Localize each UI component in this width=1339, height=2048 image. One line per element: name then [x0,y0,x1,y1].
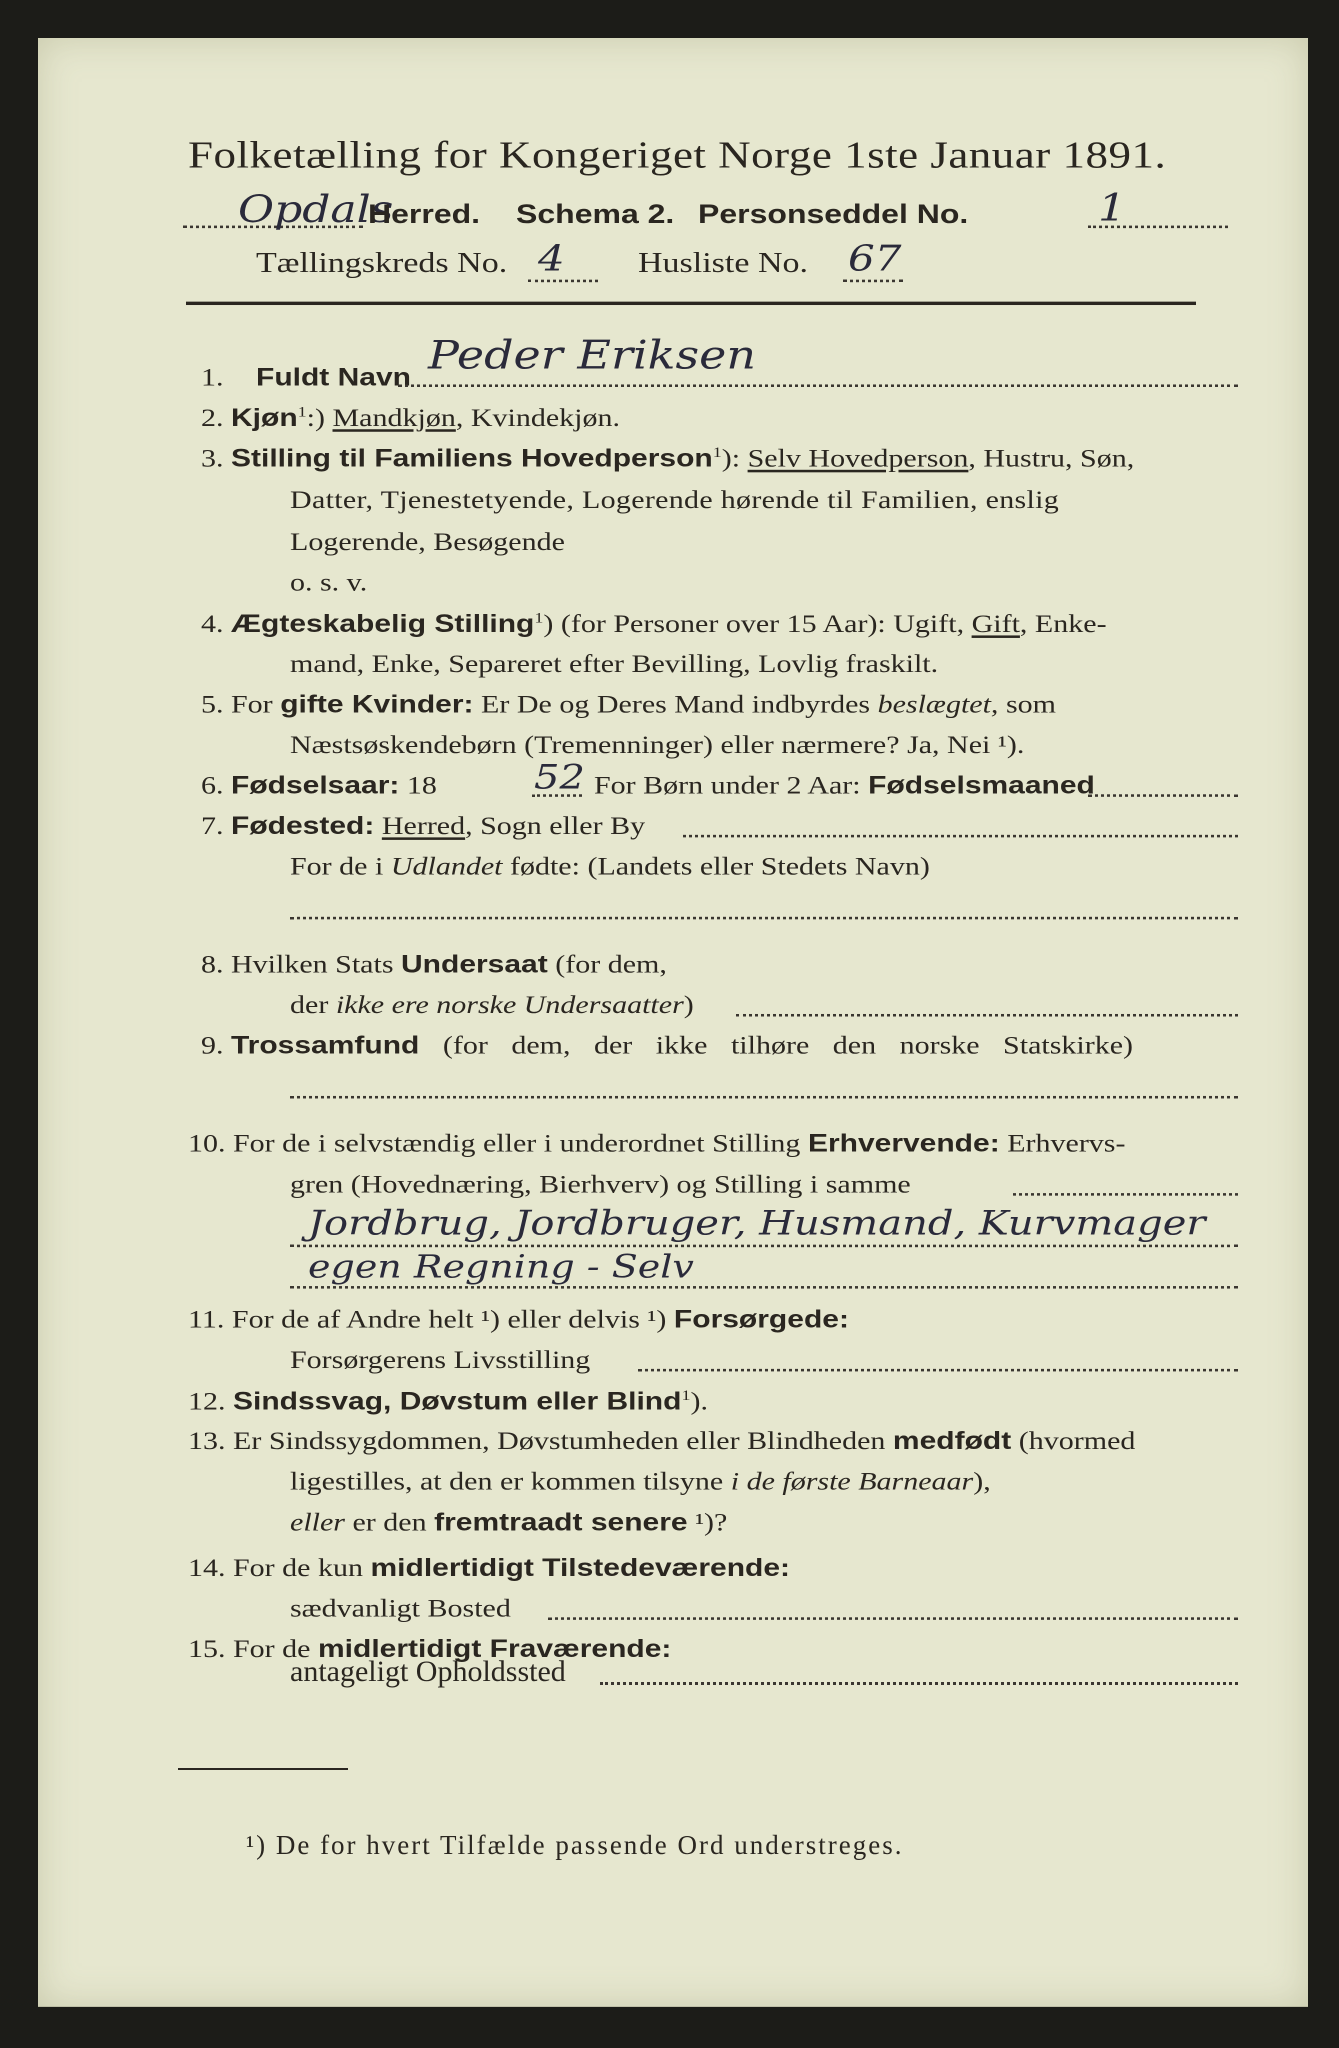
q3-line3: Logerende, Besøgende [290,528,565,556]
herred-label: Herred. [368,198,481,229]
personseddel-label: Personseddel No. [698,198,969,229]
q11-line1-a: For de af Andre helt ¹) eller delvis ¹) [231,1305,674,1334]
q10-label: Erhvervende: [807,1129,1000,1158]
husliste-handwritten: 67 [848,237,902,279]
q15-label: midlertidigt Fraværende: [318,1635,672,1663]
q6-label2: Fødselsmaaned [868,771,1095,800]
header-rule [186,302,1196,305]
q11-fill-line [638,1369,1238,1372]
q5-line1-b: som [998,690,1056,719]
q10-line1-b: Erhvervs- [999,1129,1126,1158]
q4-line2: mand, Enke, Separeret efter Bevilling, Lovlig fraskilt. [290,649,939,678]
q3-line2: Datter, Tjenestetyende, Logerende hørende til Familien, enslig [290,485,1060,514]
q1-label: Fuldt Navn [256,363,411,392]
schema-label: Schema 2. [516,198,675,229]
q15-line1-a: For de [233,1635,318,1663]
q9-rest: (for dem, der ikke tilhøre den norske Statskirke) [419,1031,1134,1060]
q5-italic: beslægtet, [877,690,999,719]
husliste-fill-line [843,280,903,283]
q15-number: 15. [188,1635,226,1663]
husliste-label: Husliste No. [638,247,808,279]
q3-line4: o. s. v. [290,568,368,597]
q10-line1-a: For de i selvstændig eller i underordnet Stilling [233,1129,808,1158]
herred-handwritten: Opdals [238,188,394,232]
q7-number: 7. [201,812,224,840]
q6-number: 6. [201,771,224,800]
q10-number: 10. [188,1129,226,1158]
q3-option-selv-hovedperson: Selv Hovedperson [747,444,969,473]
q4-number: 4. [201,610,224,638]
q7-label: Fødested: [231,812,375,840]
q14-fill-line [548,1617,1238,1620]
q9-label: Trossamfund [231,1031,420,1060]
q13-label3: fremtraadt senere [434,1508,688,1537]
q12-number: 12. [188,1387,226,1416]
q13-line3-b: ¹)? [687,1508,728,1537]
kreds-fill-line [528,280,598,283]
q13-number: 13. [188,1427,226,1456]
q13-label: medfødt [892,1427,1012,1456]
q13-line3-italic: eller [290,1508,345,1537]
q13-line1-b: (hvormed [1011,1427,1136,1456]
q15-line2: antageligt Opholdssted [290,1655,566,1688]
q2-label: Kjøn [231,403,298,432]
q13-line2-b: ), [973,1467,991,1496]
q4-line1-a: ) (for Personer over 15 Aar): Ugift, [543,610,972,638]
q8-line2-italic: ikke ere norske Undersaatter [335,991,684,1020]
q2-option-kvindekjon: , Kvindekjøn. [455,403,620,432]
q7-line2-italic: Udlandet [390,852,503,881]
q14-label: midlertidigt Tilstedeværende: [370,1553,791,1582]
q9-fill-line [290,1096,1238,1099]
q9-number: 9. [201,1031,224,1060]
q10-fill-line-3 [290,1286,1238,1289]
q3-footnote-mark: 1 [712,443,722,461]
q8-number: 8. [201,950,224,979]
q3-line1-rest: , Hustru, Søn, [968,444,1135,473]
q2-footnote-mark: 1 [297,403,307,420]
footnote-text: ¹) De for hvert Tilfælde passende Ord understreges. [246,1830,904,1860]
q3-colon: : [731,444,741,473]
q6-year-handwritten: 52 [534,757,585,797]
q10-fill-line-1 [1013,1193,1238,1196]
q13-line3-a: er den [344,1508,435,1537]
q2-number: 2. [201,403,224,432]
q8-fill-line [736,1014,1238,1017]
q14-number: 14. [188,1553,226,1582]
q7-foreign-fill-line [290,917,1238,920]
q1-answer-handwritten: Peder Eriksen [428,332,756,378]
q8-line1-a: Hvilken Stats [231,950,401,979]
q5-label: gifte Kvinder: [280,690,474,719]
q10-answer-handwritten-2: egen Regning - Selv [308,1248,694,1286]
q12-label: Sindssvag, Døvstum eller Blind [233,1387,682,1416]
q13-line2-italic: i de første Barneaar [730,1467,974,1496]
q4-footnote-mark: 1 [534,609,544,627]
q14-line2: sædvanligt Bosted [290,1594,511,1623]
q8-line1-b: (for dem, [547,950,667,979]
q1-number: 1. [201,363,224,392]
q2-colon: : [306,403,315,432]
q5-line2: Næstsøskendebørn (Tremenninger) eller nærmere? Ja, Nei ¹). [290,730,1025,759]
q2-option-mandkjon: Mandkjøn [332,403,456,432]
q4-line1-b: , Enke- [1019,610,1107,638]
q15-fill-line [600,1682,1238,1685]
q6-month-fill-line [1088,794,1238,797]
form-title: Folketælling for Kongeriget Norge 1ste Januar 1891. [188,133,1167,176]
q10-answer-handwritten-1: Jordbrug, Jordbruger, Husmand, Kurvmager [308,1204,1206,1243]
kreds-handwritten: 4 [538,237,565,279]
q12-rest: ). [690,1387,708,1416]
q7-line2-b: fødte: (Landets eller Stedets Navn) [502,852,930,881]
q3-number: 3. [201,444,224,473]
q13-line1-a: Er Sindssygdommen, Døvstumheden eller Blindheden [233,1427,893,1456]
q6-mid: For Børn under 2 Aar: [594,771,869,800]
q10-line2: gren (Hovednæring, Bierhverv) og Stilling i samme [290,1170,911,1199]
q14-line1-a: For de kun [233,1553,371,1582]
census-form-sheet: Folketælling for Kongeriget Norge 1ste Januar 1891. Opdals Herred. Schema 2. Personseddel No. 1 Tællingskreds No. 4 Husliste No. 67 1. Fuldt Navn Peder Eriksen 2. Kjøn$^1$:) Mandkjøn, Kvindekjøn. 3. Stilling til Familiens Hovedperson$^1$): Selv Hovedperson, Hustru, Søn, Datter, Tjenestetyende, Logerende hørende til Familien, enslig Logerende, Besøgende o. s. v. 4. Ægteskabelig Stilling$^1$) (for Personer over 15 Aar): Ugift, Gift, Enke- mand, Enke, Separeret efter Bevilling, Lovlig fraskilt. 5. For gifte Kvinder: Er De og Deres Mand indbyrdes beslægtet, som Næstsøskendebørn (Tremenninger) eller nærmere? Ja, Nei ¹). 6. Fødselsaar: 18 52 For Børn under 2 Aar: Fødselsmaaned 7. Fødested: Herred, Sogn eller By For de i Udlandet fødte: (Landets eller Stedets Navn) 8. Hvilken Stats Undersaat (for dem, der ikke ere norske Undersaatter) 9. Trossamfund (for dem, der ikke tilhøre den norske Statskirke) 10. For de i selvstændig eller i underordnet Stilling Erhvervende: Erhvervs- gren (Hovednæring, Bierhverv) og Stilling i samme Jordbrug, Jordbruger, Husmand, Kurvmager egen Regning - Selv 11. For de af Andre helt ¹) eller delvis ¹) Forsørgede: Forsørgerens Livsstilling 12. Sindssvag, Døvstum eller Blind$^1$). 13. Er Sindssygdommen, Døvstumheden eller Blindheden medfødt (hvormed ligestilles, at den er kommen tilsyne i de første Barneaar), eller er den fremtraadt senere ¹)? 14. For de kun midlertidigt Tilstedeværende: sædvanligt Bosted 15. For de midlertidigt Fraværende: [38,38,1308,2007]
personseddel-fill-line [1088,226,1228,229]
q7-fill-line [683,835,1238,838]
q7-option-herred: Herred [381,812,466,840]
q5-number: 5. [201,690,224,719]
q11-number: 11. [188,1305,225,1334]
footnote-rule [178,1768,348,1770]
q6-year-prefix: 18 [399,771,437,800]
q5-line1-a: Er De og Deres Mand indbyrdes [473,690,878,719]
q5-pre: For [231,690,281,719]
q10-fill-line-2 [290,1245,1238,1248]
q6-year-fill-line [532,794,582,797]
q4-label: Ægteskabelig Stilling [231,610,535,638]
kreds-label: Tællingskreds No. [256,247,508,279]
q11-label: Forsørgede: [673,1305,849,1334]
personseddel-handwritten: 1 [1098,186,1126,230]
q7-rest: , Sogn eller By [465,812,646,840]
q1-fill-line [398,384,1238,387]
q8-line2-a: der [290,991,336,1020]
q13-line2-a: ligestilles, at den er kommen tilsyne [290,1467,731,1496]
q11-line2: Forsørgerens Livsstilling [290,1346,591,1374]
q8-label: Undersaat [401,950,548,979]
q3-label: Stilling til Familiens Hovedperson [231,444,713,473]
q4-option-gift: Gift [971,610,1020,638]
q8-line2-b: ) [683,991,694,1020]
q7-line2-a: For de i [290,852,391,881]
q6-label: Fødselsaar: [231,771,400,800]
